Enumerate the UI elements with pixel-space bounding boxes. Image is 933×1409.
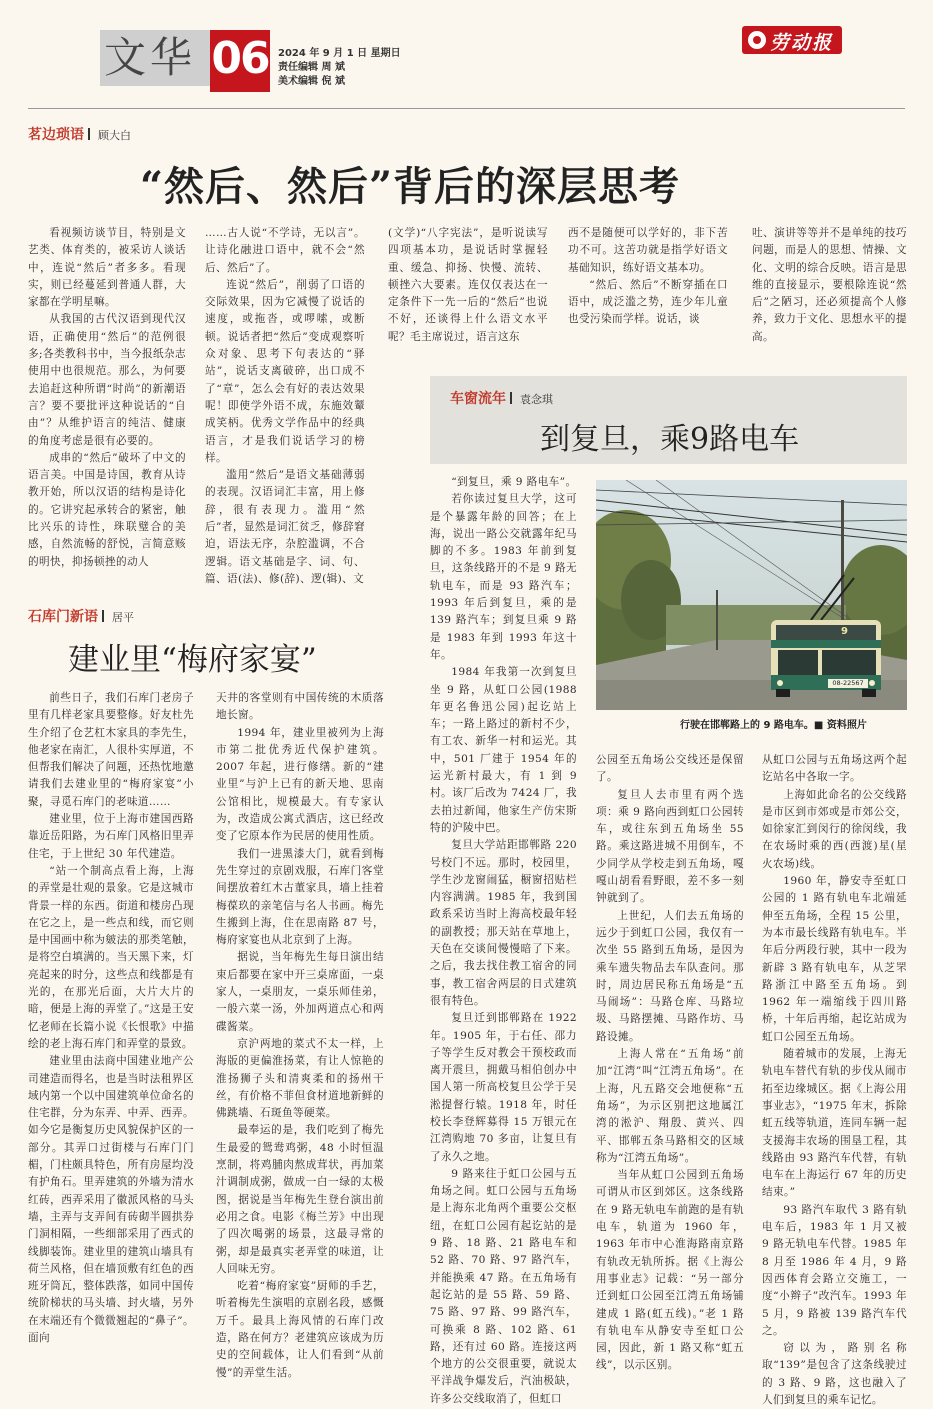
article2-title: 到复旦，乘9路电车: [540, 422, 800, 457]
kicker-divider: [102, 610, 104, 622]
paragraph: 前些日子，我们石库门老房子里有几样老家具要整修。好友杜先生介绍了仓艺杠木家具的李先生，他老家在南汇，人很朴实厚道，不但帮我们解决了问题，还热忱地邀请我们去建业里的“梅府家宴”小聚，寻觅石库门的老味道……: [28, 692, 194, 808]
paper-name: 劳动报: [770, 32, 834, 54]
paragraph: “然后、然后”不断穿插在口语中，成泛滥之势，连少年儿童也受污染而学样。说话，谈: [568, 278, 728, 326]
page-number: 06: [211, 33, 269, 84]
paragraph: 建业里由法商中国建业地产公司建造而得名，也是当时法租界区域内第一个以中国建筑单位命名的住宅群，分为东弄、中弄、西弄。如今它是衡复历史风貌保护区的一部分。其弄口过街楼与石库门门楣，门柱颇具特色，所有房屋均没有护角石。里弄建筑的外墙为清水红砖，西弄采用了徽派风格的马头墙，主弄与支弄间有砖砌半圆拱券门洞相隔，一些细部采用了西式的线脚装饰。建业里的建筑山墙具有荷兰风格，但在墙顶敷有红色的西班牙筒瓦，整体跌落，如同中国传统阶梯状的马头墙、封火墙，另外在末端还有个微微翘起的“鼻子”。面向: [28, 1055, 194, 1344]
paragraph: 据说，当年梅先生每日演出结束后都要在家中开三桌席面，一桌家人，一桌朋友，一桌乐师佳弟，一般六菜一汤，外加两道点心和两碟酱菜。: [216, 951, 384, 1033]
article2-col2: [596, 752, 744, 1375]
paragraph: 上海人常在“五角场”前加“江湾”叫“江湾五角场”。在上海，凡五路交会地便称“五角场”，为示区别把这地属江湾的淞沪、翔殷、黄兴、四平、邯郸五条马路相交的区域称为“江湾五角场”。: [596, 1048, 744, 1164]
editor-line: 责任编辑 周 斌: [278, 62, 345, 73]
tram-photo-illustration: [596, 480, 907, 710]
article3-kicker: [28, 606, 134, 626]
paragraph: 随着城市的发展，上海无轨电车替代有轨的步伐从闹市拓至边缘城区。据《上海公用事业志》，“1975 年末，拆除虹五线等轨道，连同车辆一起支援海丰农场的围垦工程，其线路由 93 路汽车代替，有轨电车在上海运行 67 年的历史结束。”: [762, 1048, 907, 1199]
paragraph: 吃着“梅府家宴”厨师的手艺，听着梅先生演唱的京剧名段，感慨万千。最具上海风情的石库门改造，路在何方？老建筑应该成为历史的空间载体，让人们看到“从前慢”的弄堂生活。: [216, 1280, 384, 1379]
paragraph: 西不是随便可以学好的，非下苦功不可。这苦功就是指学好语文基础知识，练好语文基本功。: [568, 227, 728, 274]
paragraph: 我们一进黑漆大门，就看到梅先生穿过的京剧戏服，石库门客堂间摆放着红木古董家具，墙上挂着梅葆玖的亲笔信与名人书画。梅先生搬到上海，住在思南路 87 号，梅府家宴也从北京到了上海。: [216, 847, 384, 947]
paragraph: 复旦迁到邯郸路在 1922 年。1905 年，于右任、邵力子等学生反对教会干预校政而离开震旦，拥戴马相伯创办中国人第一所高校复旦公学于吴淞提督行辕。1918 年，时任校长李登辉募得 15 万银元在江湾购地 70 多亩，让复旦有了永久之地。: [430, 1012, 577, 1163]
paragraph: “站一个制高点看上海，上海的弄堂是壮观的景象。它是这城市背景一样的东西。街道和楼房凸现在它之上，是一些点和线，而它则是中国画中称为皴法的那类笔触，是将空白填满的。当天黑下来，灯亮起来的时分，这些点和线都是有光的，在那光后面，大片大片的暗，便是上海的弄堂了。”这是王安忆老师在长篇小说《长恨歌》中描绘的老上海石库门和弄堂的景致。: [28, 864, 194, 1050]
paragraph: 公园至五角场公交线还是保留了。: [596, 754, 744, 784]
article1-title: “然后、然后”背后的深层思考: [140, 163, 681, 210]
paragraph: 吐、演讲等等并不是单纯的技巧问题，而是人的思想、情操、文化、文明的综合反映。语言是思维的直接显示，要根除连说“然后”之陋习，还必须提高个人修养，致力于文化、思想水平的提高。: [752, 227, 907, 343]
article2-author: 袁念琪: [520, 393, 553, 406]
paragraph: 建业里，位于上海市建国西路靠近岳阳路，为石库门风格旧里弄住宅，于上世纪 30 年代建造。: [28, 813, 194, 860]
paragraph: 滥用“然后”是语文基础薄弱的表现。汉语词汇丰富，用上修辞，很有表现力。滥用“然后”者，显然是词汇贫乏，修辞窘迫，语法无序，杂腔滥调，不合逻辑。语文基础是字、词、句、篇、语(法)、修(辞)、逻(辑)、文: [205, 469, 365, 585]
date-line: 2024 年 9 月 1 日 星期日: [278, 48, 401, 59]
article1-col2: [205, 225, 365, 588]
tram-plate: 08-22567: [832, 679, 864, 687]
paragraph: 最奉运的是，我们吃到了梅先生最爱的鸳鸯鸡粥，48 小时恒温烹制，将鸡脯肉熬成茸状，再加菜汁调制成粥，做成一白一绿的太极图，据说是当年梅先生登台演出前必用之食。电影《梅兰芳》中出现了四次喝粥的场景，这最寻常的粥，却是最真实老弄堂的味道，让人回味无穷。: [216, 1124, 384, 1275]
paragraph: 复旦人去市里有两个选项：乘 9 路向西到虹口公园转车，或往东到五角场坐 55 路。乘这路进城不用倒车，不少同学从学校走到五角场，嘎嘎山胡看看野眼，差不多一刻钟就到了。: [596, 788, 744, 905]
paragraph: 从我国的古代汉语到现代汉语，正确使用“然后”的范例很多;各类教科书中，当今报纸杂志使用中也很规范。那么，为何要去追赶这种所谓“时尚”的新潮语言？要不要批评这种说话的“自由”？从维护语言的纯洁、健康的角度考虑是很有必要的。: [28, 313, 186, 447]
paragraph: 看视频访谈节目，特别是文艺类、体育类的，被采访人谈话中，连说“然后”者多多。看现实，则已经蔓延到普通人群，大家都在学明星嘛。: [28, 227, 186, 309]
paragraph: 若你读过复旦大学，这可是个暴露年龄的回答；在上海，说出一路公交就露年纪马脚的不多。1983 年前到复旦，这条线路开的不是 9 路无轨电车，而是 93 路汽车；1993 年后到复旦，乘的是 139 路汽车；到复旦乘 9 路是 1983 年到 1993 年这十年。: [430, 493, 577, 661]
paper-logo-mark-inner-icon: [753, 36, 761, 44]
article2-col1: [430, 474, 577, 1408]
photo-caption: 行驶在邯郸路上的 9 路电车。■ 资料照片: [680, 720, 867, 731]
paragraph: 成串的“然后”破坏了中文的语言美。中国是诗国，教育从诗教开始，所以汉语的结构是诗化的。它讲究起承转合的紧密，触比兴乐的诗性，珠联璧合的美感，自然流畅的舒悦，言简意赅的明快，抑扬顿挫的动人: [28, 451, 186, 568]
section-name: 文华: [104, 33, 197, 82]
tram-photo: [596, 480, 907, 710]
article3-title: 建业里“梅府家宴”: [68, 642, 317, 678]
article2-col3: [762, 752, 907, 1409]
paragraph: 1984 年我第一次到复旦坐 9 路，从虹口公园(1988 年更名鲁迅公园)起讫站上车；一路上路过的新村不少，有工农、新华一村和运光。其中，501 厂建于 1954 年的运光新村最大，有 1 到 9 村。该厂后改为 7424 厂，我去拍过新闻，他家生产仿宋斯特的沪陵中巴。: [430, 666, 577, 834]
art-editor-line: 美术编辑 倪 斌: [278, 76, 345, 87]
masthead: [0, 0, 933, 108]
paragraph: 上海如此命名的公交线路是市区到市郊或是市郊公交，如徐家汇到闵行的徐闵线，我在农场时乘的西(西渡)星(星火农场)线。: [762, 788, 907, 870]
article1-kicker: [28, 124, 131, 144]
paragraph: 上世纪，人们去五角场的远少于到虹口公园，我仅有一次坐 55 路到五角场，是因为乘车遗失物品去车队查问。那时，周边居民称五角场是“五马闹场”：马路仓库、马路垃圾、马路摆摊、马路作坊、马路设摊。: [596, 909, 744, 1043]
paragraph: 9 路来往于虹口公园与五角场之间。虹口公园与五角场是上海东北角两个重要公交枢纽，在虹口公园有起讫站的是 9 路、18 路、21 路电车和 52 路、70 路、97 路汽车，并能换乘 47 路。在五角场有起讫站的是 55 路、59 路、75 路、97 路、99 路汽车，可换乘 8 路、102 路、61 路，还有过 60 路。连接这两个地方的公交很重要，就说太平洋战争爆发后，汽油极缺，许多公交线取消了，但虹口: [430, 1167, 577, 1405]
article1-col4: [568, 225, 728, 329]
article1-col3: [388, 225, 548, 346]
paragraph: “到复旦，乘 9 路电车”。: [451, 476, 577, 488]
paragraph: 93 路汽车取代 3 路有轨电车后，1983 年 1 月又被 9 路无轨电车代替。1985 年 8 月至 1986 年 4 月，9 路因西体育会路立交施工，一度“小辫子”改汽车。1993 年 5 月，9 路被 139 路汽车代之。: [762, 1203, 907, 1337]
article2-kicker: [450, 388, 553, 408]
paragraph: 窃以为，路别名称取“139”是包含了这条线驶过的 3 路、9 路，这也融入了人们到复旦的乘车记忆。: [762, 1342, 907, 1406]
article1-col5: [752, 225, 907, 346]
paragraph: ……古人说“不学诗，无以言”。让诗化融进口语中，就不会“然后、然后”了。: [205, 227, 365, 274]
paragraph: 1994 年，建业里被列为上海市第二批优秀近代保护建筑。2007 年起，进行修缮。新的“建业里”与沪上已有的新天地、思南公馆相比，规模最大。有专家认为，改造成公寓式酒店，这已经改变了它原本作为民居的使用性质。: [216, 726, 384, 843]
paragraph: 1960 年，静安寺至虹口公园的 1 路有轨电车北端延伸至五角场，全程 15 公里，为本市最长线路有轨电车。半年后分两段行驶，其中一段为新辟 3 路有轨电车，从芝罘路浙江中路至五角场。到 1962 年一端缩线于四川路桥，十年后再缩，起讫站成为虹口公园至五角场。: [762, 875, 907, 1043]
kicker-divider: [510, 392, 512, 404]
article3-author: 居平: [112, 611, 134, 624]
paragraph: (文学)“八字宪法”，是听说读写四项基本功，是说话时掌握轻重、缓急、抑扬、快慢、流转、顿挫六大要素。连仅仅表达在一定条件下一先一后的“然后”也说不好，还谈得上什么语文水平呢？毛主席说过，语言这东: [388, 227, 548, 343]
paragraph: 当年从虹口公园到五角场可谓从市区到郊区。这条线路在 9 路无轨电车前跑的是有轨电车，轨道为 1960 年，1963 年市中心淮海路南京路有轨改无轨所拆。据《上海公用事业志》记载：“另一部分迁到虹口公园至江湾五角场铺建成 1 路(虹五线)。”老 1 路有轨电车从静安寺至虹口公园，因此，新 1 路又称“虹五线”，以示区别。: [596, 1169, 744, 1372]
article1-author: 顾大白: [98, 129, 131, 142]
paragraph: 天井的客堂则有中国传统的木质落地长窗。: [216, 692, 384, 722]
article1-column-name: 茗边琐语: [28, 127, 84, 143]
masthead-divider: [28, 108, 905, 109]
article3-col2: [216, 690, 384, 1382]
kicker-divider: [88, 128, 90, 140]
tram-route-number: 9: [841, 626, 848, 637]
paragraph: 复旦大学站距邯郸路 220 号校门不远。那时，校园里，学生沙龙窗闹猛，橱窗招贴栏内容满满。1985 年，我到国政系采访当时上海高校最年轻的副教授；那天站在草地上，天色在交谈间慢慢暗了下来。之后，我去找住教工宿舍的同事，教工宿舍两层的日式建筑很有特色。: [430, 839, 577, 1007]
paragraph: 从虹口公园与五角场这两个起讫站名中各取一字。: [762, 754, 907, 784]
paragraph: 京沪两地的菜式不太一样，上海版的更偏淮扬菜，有让人惊艳的淮扬狮子头和清爽柔和的扬州干丝，有价格不菲但食材道地新鲜的佛跳墙、石斑鱼等硬菜。: [216, 1037, 384, 1120]
article1-col1: [28, 225, 186, 571]
article3-column-name: 石库门新语: [28, 609, 98, 625]
article2-column-name: 车窗流年: [450, 391, 506, 407]
article3-col1: [28, 690, 194, 1347]
paragraph: 连说“然后”，削弱了口语的交际效果，因为它减慢了说话的速度，或拖沓，或啰嗦，或断顿。说话者把“然后”变成观察听众对象、思考下句表达的“驿站”，说话支离破碎，出口成不了“章”，怎么会有好的表达效果呢！即使学外语不成，东施效颦成笑柄。优秀文学作品中的经典语言，才是我们说话学习的榜样。: [205, 278, 365, 464]
